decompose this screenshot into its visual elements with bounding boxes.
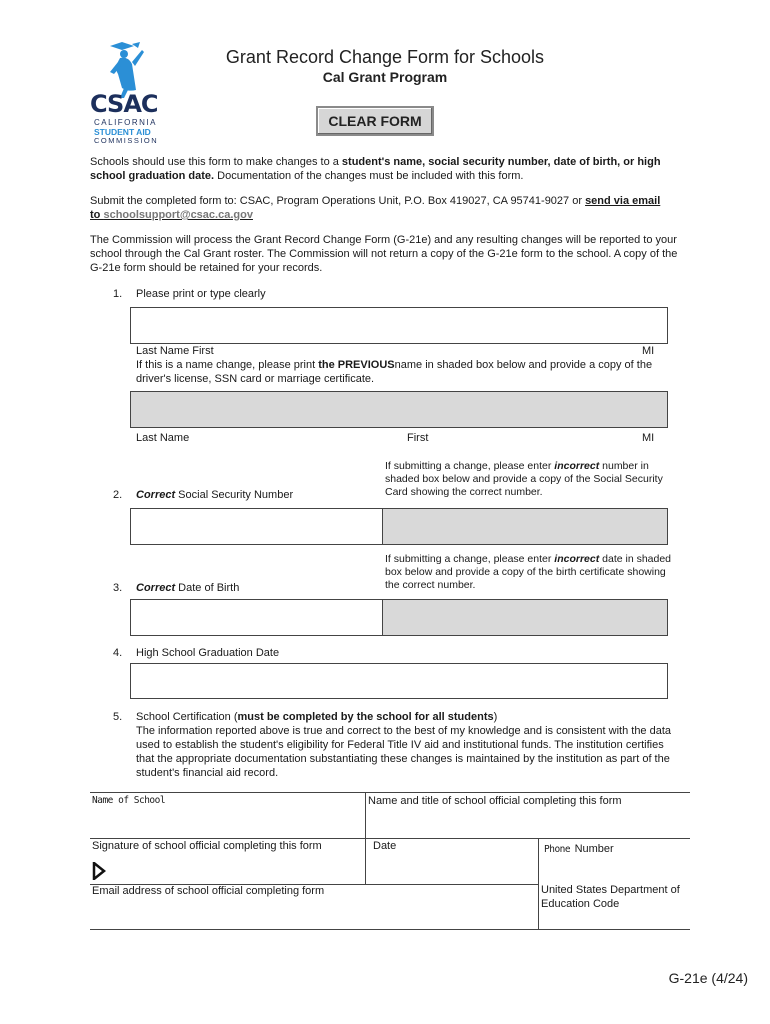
clear-form-button[interactable]: CLEAR FORM: [316, 106, 434, 136]
mi-label: MI: [642, 345, 655, 357]
signature-field[interactable]: [90, 839, 364, 883]
first-name-label: First: [407, 432, 429, 444]
section-5-number: 5.: [113, 711, 123, 723]
ssn-input[interactable]: [130, 508, 383, 545]
dob-input[interactable]: [130, 599, 383, 636]
previous-name-note: If this is a name change, please print the PREVIOUSname in shaded box below and provide a copy of the driver's license, SSN card or marriage certificate.: [136, 359, 653, 385]
send-via-email-link[interactable]: send via email: [585, 195, 661, 207]
signature-label: Signature of school official completing this form: [92, 840, 322, 852]
previous-name-input[interactable]: [130, 391, 668, 428]
section-4-number: 4.: [113, 647, 123, 659]
intro-paragraph-2: Submit the completed form to: CSAC, Program Operations Unit, P.O. Box 419027, CA 95741-9027 or send via email to schoolsupport@csac.ca.gov: [90, 195, 661, 221]
logo-line-1: CALIFORNIA: [94, 118, 158, 127]
signature-arrow-icon: [92, 862, 106, 880]
form-subtitle: Cal Grant Program: [322, 69, 448, 85]
last-name-first-label: Last Name First: [136, 345, 214, 357]
ssn-note: If submitting a change, please enter incorrect number in shaded box below and provide a copy of the Social Security Card showing the correct number.: [385, 460, 663, 498]
section-3-label: Correct Date of Birth: [136, 582, 240, 594]
ed-code-label: United States Department of Education Code: [541, 884, 680, 910]
form-title: Grant Record Change Form for Schools: [225, 47, 545, 67]
phone-field[interactable]: [539, 839, 690, 883]
form-id: G-21e (4/24): [668, 970, 748, 986]
logo-line-2: STUDENT AID: [94, 127, 151, 137]
section-2-number: 2.: [113, 489, 123, 501]
intro-paragraph-3: The Commission will process the Grant Record Change Form (G-21e) and any resulting changes will be reported to your school through the Cal Grant roster. The Commission will not return a copy of the G-21e form to the school. A copy of the G-21e form should be retained for your records.: [90, 234, 678, 274]
date-label: Date: [373, 840, 397, 852]
logo-line-3: COMMISSION: [94, 136, 159, 145]
mi-label-2: MI: [642, 432, 655, 444]
official-name-field[interactable]: [366, 793, 690, 837]
table-bottom-border: [90, 929, 690, 930]
ed-code-field[interactable]: [539, 880, 690, 928]
email-label: Email address of school official completing form: [92, 885, 325, 897]
section-5-label: School Certification (must be completed by the school for all students): [136, 711, 498, 723]
section-1-number: 1.: [113, 288, 123, 300]
incorrect-dob-input[interactable]: [382, 599, 668, 636]
graduation-date-input[interactable]: [130, 663, 668, 699]
name-input[interactable]: [130, 307, 668, 344]
date-field[interactable]: [366, 839, 537, 883]
incorrect-ssn-input[interactable]: [382, 508, 668, 545]
email-link[interactable]: to schoolsupport@csac.ca.gov: [90, 209, 253, 221]
section-1-label: Please print or type clearly: [136, 288, 266, 300]
email-field[interactable]: [90, 885, 537, 928]
school-name-label: Name of School: [92, 795, 166, 806]
phone-label: Phone Number: [544, 843, 614, 855]
school-name-field[interactable]: [90, 793, 364, 837]
last-name-label: Last Name: [136, 432, 190, 444]
official-name-label: Name and title of school official completing this form: [368, 795, 622, 807]
intro-paragraph-1: Schools should use this form to make changes to a student's name, social security number, date of birth, or high school graduation date. Documentation of the changes must be included with this form.: [90, 156, 661, 182]
logo-name: CSAC: [90, 90, 158, 118]
certification-text: The information reported above is true and correct to the best of my knowledge and is consistent with the data used to establish the student's eligibility for Federal Title IV aid and institutional funds. The institution certifies that the appropriate documentation substantiating these changes is maintained by the institution as part of the student's financial aid record.: [136, 725, 672, 779]
dob-note: If submitting a change, please enter incorrect date in shaded box below and provide a copy of the birth certificate showing the correct number.: [385, 553, 672, 591]
section-4-label: High School Graduation Date: [136, 647, 280, 659]
section-2-label: Correct Social Security Number: [136, 489, 294, 501]
section-3-number: 3.: [113, 582, 123, 594]
